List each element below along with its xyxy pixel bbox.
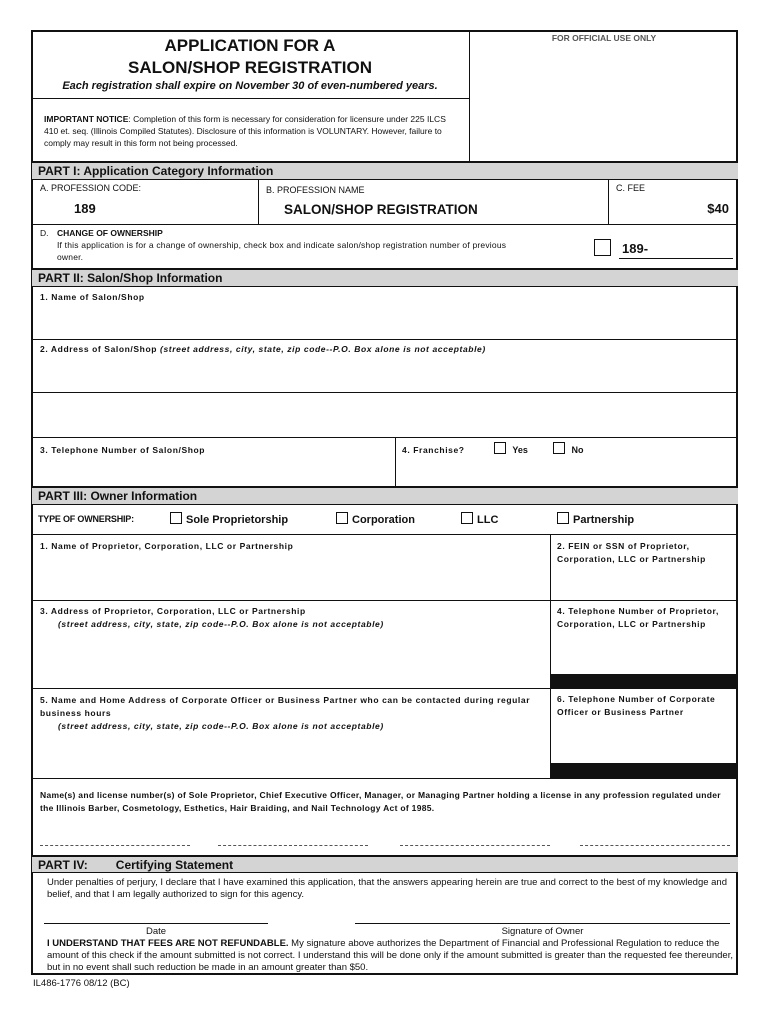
owner-fein-label: 2. FEIN or SSN of Proprietor, Corporation, LLC or Partnership bbox=[557, 541, 706, 564]
salon-name-label: 1. Name of Salon/Shop bbox=[40, 292, 145, 302]
ownership-llc[interactable] bbox=[461, 512, 498, 526]
owner-address-label bbox=[40, 605, 540, 631]
shaded-bar-2 bbox=[550, 763, 738, 778]
franchise-yes-checkbox[interactable] bbox=[494, 442, 506, 454]
owner-address-line bbox=[32, 688, 738, 689]
corporation-checkbox[interactable] bbox=[336, 512, 348, 524]
salon-phone-label: 3. Telephone Number of Salon/Shop bbox=[40, 445, 206, 455]
ownership-partnership[interactable] bbox=[557, 512, 634, 526]
owner-address-note: (street address, city, state, zip code--P.O. Box alone is not acceptable) bbox=[58, 619, 384, 629]
licensee-line-3[interactable] bbox=[400, 845, 550, 846]
salon-address-line bbox=[32, 392, 738, 393]
certifying-statement: Under penalties of perjury, I declare that I have examined this application, that the answers appearing herein are true and correct to the best of my knowledge and belief, and that I am legally authorized to sign for this agency. bbox=[47, 877, 728, 900]
ownership-corporation[interactable] bbox=[336, 512, 415, 526]
form-title-line1: APPLICATION FOR A bbox=[164, 36, 336, 55]
shaded-bar-1 bbox=[550, 674, 738, 688]
signature-line[interactable] bbox=[355, 923, 730, 924]
official-use-label: FOR OFFICIAL USE ONLY bbox=[551, 33, 657, 43]
owner-right-column-divider bbox=[550, 534, 551, 778]
ownership-type-line bbox=[32, 534, 738, 535]
phone-franchise-divider bbox=[395, 437, 396, 486]
officer-note: (street address, city, state, zip code--P.O. Box alone is not acceptable) bbox=[58, 721, 384, 731]
signature-label: Signature of Owner bbox=[501, 926, 584, 937]
licensees-label: Name(s) and license number(s) of Sole Proprietor, Chief Executive Officer, Manager, or Managing Partner holding a license in any profession regulated under the Illinois Barber, Cosmetology, Esthetics, Hair Braiding, and Nail Technology Act of 1985. bbox=[40, 790, 721, 813]
part4-heading bbox=[32, 855, 738, 873]
owner-name-label: 1. Name of Proprietor, Corporation, LLC or Partnership bbox=[40, 541, 294, 551]
owner-phone-label: 4. Telephone Number of Proprietor, Corporation, LLC or Partnership bbox=[557, 606, 719, 629]
part1-divider-a bbox=[258, 180, 259, 224]
ownership-sole-proprietorship[interactable] bbox=[170, 512, 288, 526]
form-number: IL486-1776 08/12 (BC) bbox=[33, 978, 130, 989]
sole-proprietorship-label: Sole Proprietorship bbox=[186, 514, 289, 526]
salon-name-line bbox=[32, 339, 738, 340]
notice-text: : Completion of this form is necessary for consideration for licensure under 225 ILCS 410 et. seq. (Illinois Compiled Statutes). Disclosure of this information is VOLUNTARY. However, failure to comply may result in this form not being processed. bbox=[44, 114, 446, 148]
ownership-change-title: CHANGE OF OWNERSHIP bbox=[57, 228, 163, 238]
profession-code-label: A. PROFESSION CODE: bbox=[40, 183, 142, 193]
owner-name-line bbox=[32, 600, 738, 601]
salon-address-title: 2. Address of Salon/Shop bbox=[40, 344, 158, 354]
previous-registration-prefix: 189- bbox=[622, 241, 649, 256]
ownership-type-label: TYPE OF OWNERSHIP: bbox=[38, 514, 134, 524]
franchise-no-checkbox[interactable] bbox=[553, 442, 565, 454]
franchise-label: 4. Franchise? bbox=[402, 445, 465, 455]
header-divider bbox=[469, 30, 470, 161]
franchise-yes-option[interactable] bbox=[494, 442, 528, 455]
officer-line bbox=[32, 778, 738, 779]
profession-code-value: 189 bbox=[74, 201, 96, 216]
part1-row-line bbox=[32, 224, 738, 225]
ownership-change-letter: D. bbox=[40, 228, 49, 238]
notice-label: IMPORTANT NOTICE bbox=[44, 114, 129, 124]
owner-address-title: 3. Address of Proprietor, Corporation, LLC or Partnership bbox=[40, 606, 306, 616]
expiration-note: Each registration shall expire on November 30 of even-numbered years. bbox=[62, 80, 438, 92]
fee-notice-text: My signature above authorizes the Department of Financial and Professional Regulation to reduce the amount of this check if the amount submitted is not correct. I understand this will be done only if the amount submitted is greater than the requested fee thereunder, but in no event shall such reduction be made in an amount greater than $50. bbox=[47, 938, 733, 973]
sole-proprietorship-checkbox[interactable] bbox=[170, 512, 182, 524]
llc-label: LLC bbox=[477, 514, 499, 526]
part2-heading: PART II: Salon/Shop Information bbox=[32, 268, 738, 287]
date-line[interactable] bbox=[44, 923, 268, 924]
important-notice bbox=[44, 113, 459, 149]
ownership-change-text: If this application is for a change of ownership, check box and indicate salon/shop registration number of previous owner. bbox=[57, 240, 507, 262]
header-separator bbox=[32, 98, 469, 99]
salon-address-line-2 bbox=[32, 437, 738, 438]
officer-label bbox=[40, 694, 540, 733]
officer-title: 5. Name and Home Address of Corporate Officer or Business Partner who can be contacted during regular business hours bbox=[40, 695, 531, 718]
fee-value: $40 bbox=[707, 201, 729, 216]
corporation-label: Corporation bbox=[352, 514, 415, 526]
profession-name-label: B. PROFESSION NAME bbox=[266, 185, 365, 195]
officer-phone-label: 6. Telephone Number of Corporate Officer or Business Partner bbox=[557, 694, 716, 717]
licensee-line-1[interactable] bbox=[40, 845, 190, 846]
change-of-ownership-checkbox[interactable] bbox=[594, 239, 611, 256]
franchise-no-label: No bbox=[571, 445, 584, 455]
partnership-checkbox[interactable] bbox=[557, 512, 569, 524]
fee-notice-bold: I UNDERSTAND THAT FEES ARE NOT REFUNDABLE. bbox=[47, 938, 289, 949]
fee-acknowledgement bbox=[47, 938, 737, 974]
franchise-no-option[interactable] bbox=[553, 442, 584, 455]
llc-checkbox[interactable] bbox=[461, 512, 473, 524]
licensee-line-2[interactable] bbox=[218, 845, 368, 846]
licensee-line-4[interactable] bbox=[580, 845, 730, 846]
part4-number: PART IV: bbox=[38, 858, 88, 872]
previous-registration-line[interactable] bbox=[619, 258, 733, 259]
partnership-label: Partnership bbox=[573, 514, 635, 526]
part3-heading: PART III: Owner Information bbox=[32, 486, 738, 505]
salon-address-label bbox=[40, 344, 486, 354]
part4-title: Certifying Statement bbox=[115, 858, 234, 872]
profession-name-value: SALON/SHOP REGISTRATION bbox=[284, 202, 478, 217]
fee-label: C. FEE bbox=[616, 183, 646, 193]
part1-heading: PART I: Application Category Information bbox=[32, 161, 738, 180]
date-label: Date bbox=[145, 926, 167, 937]
salon-address-note: (street address, city, state, zip code--P.O. Box alone is not acceptable) bbox=[160, 344, 486, 354]
franchise-yes-label: Yes bbox=[512, 445, 528, 455]
form-title-line2: SALON/SHOP REGISTRATION bbox=[127, 58, 372, 77]
